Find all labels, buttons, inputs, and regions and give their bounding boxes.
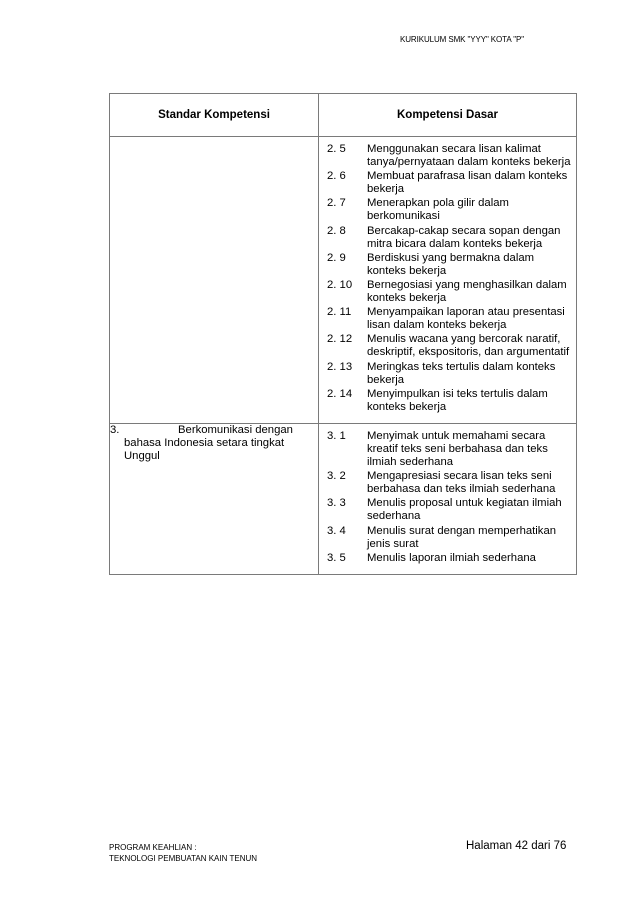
kd-item xyxy=(327,170,572,196)
kd-list xyxy=(319,137,576,423)
table-row xyxy=(110,423,577,574)
competency-table xyxy=(109,93,577,575)
kd-list xyxy=(319,424,576,574)
kd-item xyxy=(327,333,572,359)
kd-number: 2. 12 xyxy=(327,333,353,346)
kd-item xyxy=(327,525,572,551)
footer-program-label: PROGRAM KEAHLIAN : xyxy=(109,843,197,852)
sk-first-line xyxy=(110,424,318,437)
kd-number: 3. 2 xyxy=(327,470,346,483)
sk-title-lead: Berkomunikasi dengan xyxy=(178,423,293,436)
kd-text: Menulis laporan ilmiah sederhana xyxy=(367,551,536,564)
kd-item xyxy=(327,497,572,523)
standar-kompetensi-cell xyxy=(110,423,319,574)
kd-item xyxy=(327,388,572,414)
table-row xyxy=(110,137,577,424)
document-header: KURIKULUM SMK "YYY" KOTA "P" xyxy=(400,35,524,44)
kd-number: 3. 5 xyxy=(327,551,346,564)
kd-text: Menulis surat dengan memperhatikan jenis surat xyxy=(367,524,557,550)
kd-number: 3. 1 xyxy=(327,429,346,442)
kd-text: Menyimak untuk memahami secara kreatif teks seni berbahasa dan teks ilmiah sederhana xyxy=(367,429,548,469)
kd-text: Menulis wacana yang bercorak naratif, deskriptif, ekspositoris, dan argumentatif xyxy=(367,333,570,359)
kd-number: 2. 9 xyxy=(327,251,346,264)
kd-item xyxy=(327,361,572,387)
kd-text: Membuat parafrasa lisan dalam konteks bekerja xyxy=(367,170,568,196)
kd-item xyxy=(327,225,572,251)
kd-item xyxy=(327,197,572,223)
kd-text: Meringkas teks tertulis dalam konteks bekerja xyxy=(367,360,556,386)
standar-kompetensi-cell xyxy=(110,137,319,424)
kd-number: 2. 8 xyxy=(327,224,346,237)
kd-number: 2. 5 xyxy=(327,143,346,155)
kd-number: 2. 10 xyxy=(327,278,353,291)
kd-text: Menyampaikan laporan atau presentasi lisan dalam konteks bekerja xyxy=(367,306,565,332)
kd-item xyxy=(327,470,572,496)
kompetensi-dasar-cell xyxy=(319,137,577,424)
kd-number: 2. 7 xyxy=(327,197,346,210)
kd-item xyxy=(327,552,572,565)
kd-number: 2. 6 xyxy=(327,170,346,183)
header-kompetensi-dasar: Kompetensi Dasar xyxy=(319,94,577,137)
kd-number: 2. 11 xyxy=(327,306,352,319)
kd-text: Bernegosiasi yang menghasilkan dalam konteks bekerja xyxy=(367,278,567,305)
kd-text: Berdiskusi yang bermakna dalam konteks bekerja xyxy=(367,251,535,277)
kd-text: Menggunakan secara lisan kalimat tanya/pernyataan dalam konteks bekerja xyxy=(367,143,571,169)
kd-number: 3. 3 xyxy=(327,497,346,510)
sk-number: 3. xyxy=(110,423,120,436)
table-header-row xyxy=(110,94,577,137)
header-standar-kompetensi: Standar Kompetensi xyxy=(110,94,319,137)
footer-program xyxy=(109,842,257,864)
kd-text: Bercakap-cakap secara sopan dengan mitra bicara dalam konteks bekerja xyxy=(367,224,561,250)
kd-text: Menerapkan pola gilir dalam berkomunikasi xyxy=(367,197,509,223)
kd-text: Menulis proposal untuk kegiatan ilmiah sederhana xyxy=(367,497,562,523)
kd-item xyxy=(327,279,572,305)
sk-title-rest: bahasa Indonesia setara tingkat Unggul xyxy=(124,436,285,463)
kd-number: 2. 14 xyxy=(327,387,353,400)
kd-text: Menyimpulkan isi teks tertulis dalam konteks bekerja xyxy=(367,387,548,413)
kd-item xyxy=(327,430,572,469)
kd-text: Mengapresiasi secara lisan teks seni berbahasa dan teks ilmiah sederhana xyxy=(367,470,556,496)
kompetensi-dasar-cell xyxy=(319,423,577,574)
kd-number: 3. 4 xyxy=(327,524,346,537)
kd-number: 2. 13 xyxy=(327,360,353,373)
footer-program-name: TEKNOLOGI PEMBUATAN KAIN TENUN xyxy=(109,854,258,863)
kd-item xyxy=(327,306,572,332)
page-number: Halaman 42 dari 76 xyxy=(466,840,567,852)
kd-item xyxy=(327,143,572,169)
kd-item xyxy=(327,252,572,278)
